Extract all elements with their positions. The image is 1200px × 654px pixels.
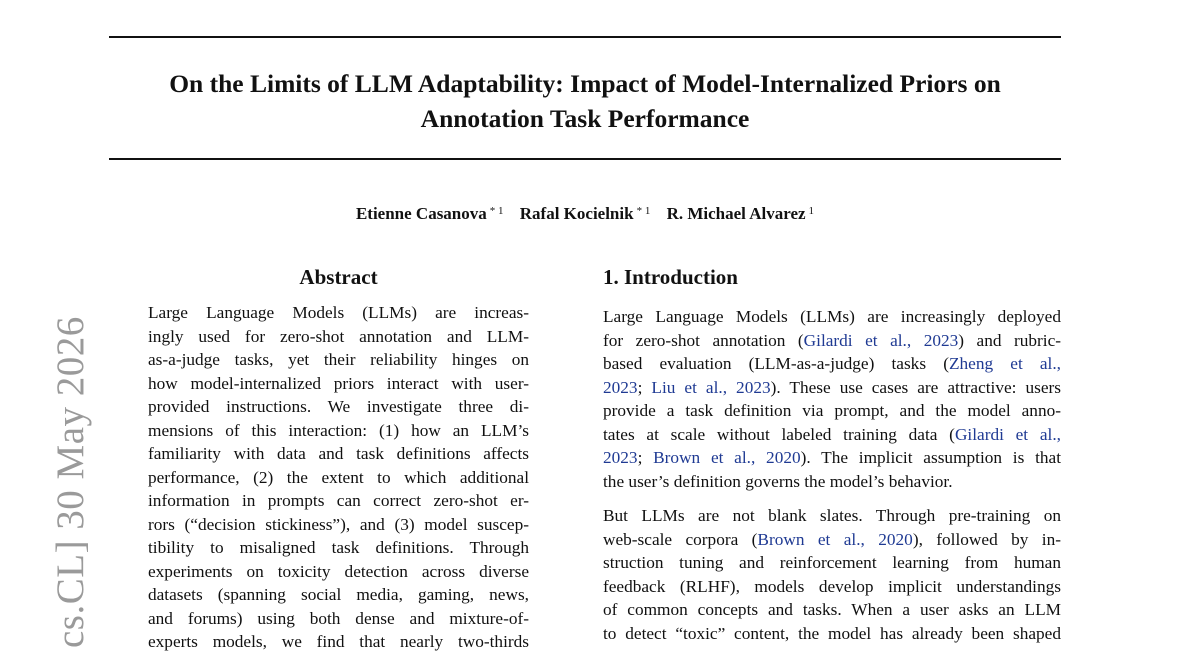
abstract-line: provided instructions. We investigate three di- — [148, 397, 529, 416]
author-affiliation: 1 — [808, 205, 815, 217]
citation-link[interactable]: 2023 — [603, 377, 638, 397]
citation-link[interactable]: Zheng et al., — [948, 354, 1062, 373]
introduction-paragraph-2 — [603, 504, 1061, 645]
citation-link[interactable]: 2023 — [603, 448, 638, 467]
author-name: Rafal Kocielnik — [519, 204, 634, 223]
text-run: for zero-shot annotation ( — [603, 330, 804, 350]
text-line — [603, 423, 1061, 447]
introduction-paragraph-1 — [603, 305, 1061, 493]
text-run: ; — [637, 377, 652, 397]
abstract-line: tibility to misaligned task definitions. Through — [148, 538, 529, 557]
text-run: ), followed by in- — [912, 529, 1061, 549]
abstract-line: how model-internalized priors interact with user- — [148, 373, 529, 393]
text-line — [603, 598, 1061, 622]
author-name: R. Michael Alvarez — [666, 204, 806, 223]
text-run: feedback (RLHF), models develop implicit understandings — [603, 576, 1061, 596]
arxiv-side-stamp: cs.CL] 30 May 2026 — [49, 316, 92, 648]
text-run: of common concepts and tasks. When a user asks an LLM — [603, 600, 1061, 619]
abstract-line: as-a-judge tasks, yet their reliability hinges on — [148, 350, 529, 369]
author — [356, 203, 504, 225]
text-line — [603, 329, 1061, 353]
abstract-line: ingly used for zero-shot annotation and LLM- — [148, 326, 529, 346]
abstract-line: experiments on toxicity detection across diverse — [148, 561, 529, 581]
abstract-line: datasets (spanning social media, gaming, news, — [148, 585, 529, 604]
text-line — [603, 551, 1061, 575]
bottom-rule — [109, 158, 1061, 160]
citation-link[interactable]: Gilardi et al., — [954, 424, 1061, 444]
author — [520, 203, 651, 225]
introduction-heading: 1. Introduction — [603, 265, 738, 289]
text-run: ) and rubric- — [958, 330, 1061, 350]
text-run: the user’s definition governs the model’s behavior. — [603, 471, 953, 491]
abstract-line: familiarity with data and task definitions affects — [148, 444, 529, 463]
abstract-heading: Abstract — [299, 265, 378, 289]
text-run: ). The implicit assumption is that — [800, 448, 1061, 467]
text-line — [603, 528, 1061, 552]
text-run: But LLMs are not blank slates. Through pre-training on — [603, 506, 1061, 525]
text-line — [603, 622, 1061, 646]
author-affiliation: * 1 — [636, 205, 651, 217]
citation-link[interactable]: Gilardi et al., 2023 — [803, 330, 959, 350]
title-line: Annotation Task Performance — [420, 104, 750, 133]
abstract-line: experts models, we find that nearly two-thirds — [148, 632, 529, 651]
text-line — [603, 305, 1061, 329]
text-run: based evaluation (LLM-as-a-judge) tasks ( — [603, 354, 949, 373]
abstract-line: rors (“decision stickiness”), and (3) model suscep- — [148, 514, 529, 534]
abstract-line: mensions of this interaction: (1) how an LLM’s — [148, 420, 529, 440]
text-run: ; — [637, 448, 654, 467]
text-line — [603, 575, 1061, 599]
text-run: web-scale corpora ( — [603, 529, 758, 549]
text-run: struction tuning and reinforcement learning from human — [603, 553, 1061, 572]
top-rule — [109, 36, 1061, 38]
text-line — [603, 470, 1061, 494]
text-run: tates at scale without labeled training data ( — [603, 424, 955, 444]
text-line — [603, 376, 1061, 400]
author — [667, 203, 814, 225]
abstract-text — [148, 301, 529, 654]
citation-link[interactable]: Brown et al., 2020 — [653, 448, 801, 467]
title-line: On the Limits of LLM Adaptability: Impact of Model-Internalized Priors on — [169, 69, 1001, 98]
text-line — [603, 399, 1061, 423]
author-name: Etienne Casanova — [355, 204, 487, 223]
text-run: provide a task definition via prompt, and the model anno- — [603, 401, 1061, 420]
text-run: to detect “toxic” content, the model has already been shaped — [603, 623, 1061, 643]
abstract-line: information in prompts can correct zero-shot er- — [148, 491, 529, 510]
text-run: Large Language Models (LLMs) are increasingly deployed — [603, 307, 1061, 326]
abstract-line: performance, (2) the extent to which additional — [148, 467, 529, 487]
citation-link[interactable]: Liu et al., 2023 — [651, 377, 771, 397]
abstract-line: Large Language Models (LLMs) are increas- — [148, 303, 529, 322]
text-line — [603, 446, 1061, 470]
text-line — [603, 352, 1061, 376]
paper-title — [109, 66, 1061, 136]
text-run: ). These use cases are attractive: users — [770, 377, 1062, 397]
author-affiliation: * 1 — [489, 205, 504, 217]
abstract-line: and forums) using both dense and mixture-of- — [148, 608, 529, 628]
text-line — [603, 504, 1061, 528]
author-list — [109, 203, 1061, 225]
citation-link[interactable]: Brown et al., 2020 — [757, 529, 913, 549]
